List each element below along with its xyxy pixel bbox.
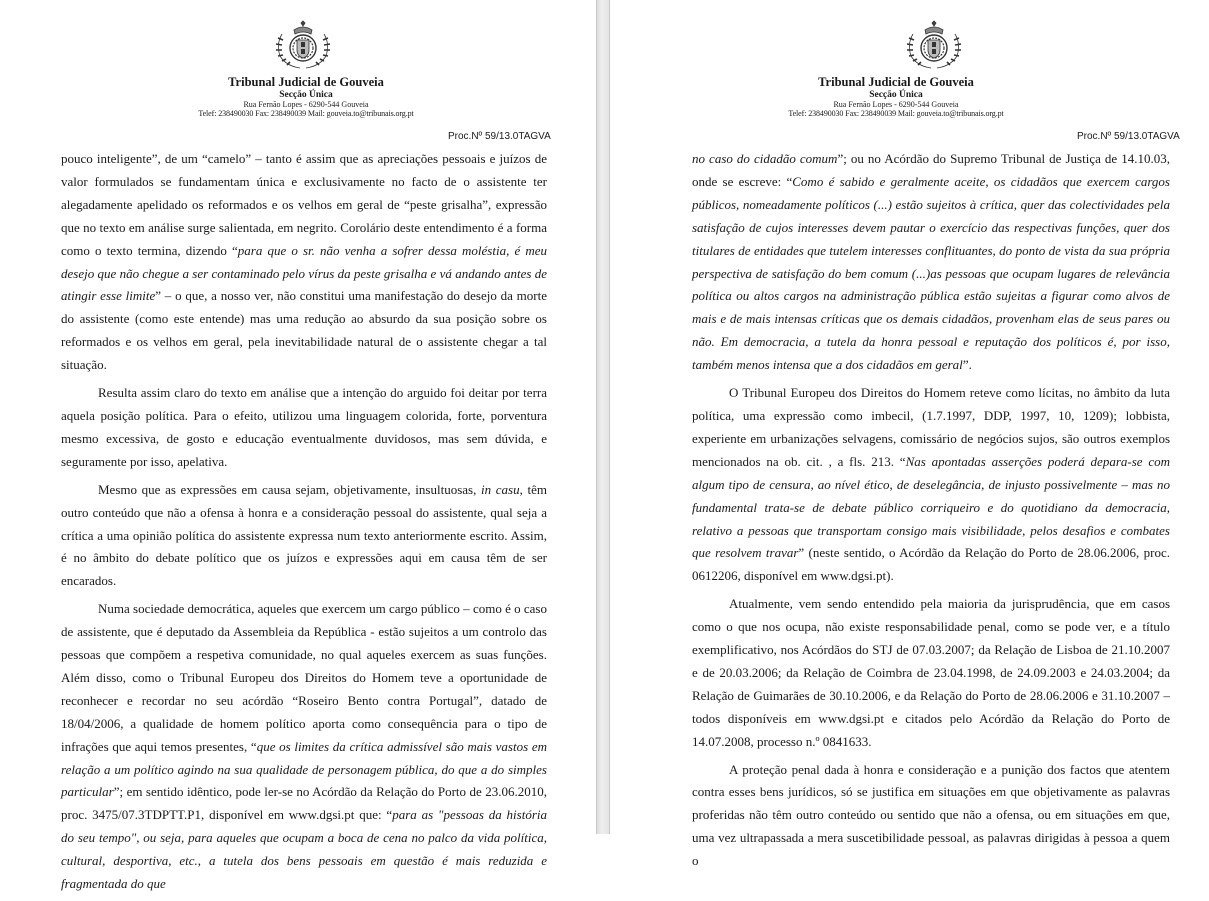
paragraph: O Tribunal Europeu dos Direitos do Homem reteve como lícitas, no âmbito da luta política, uma expressão como imbecil, (1.7.1997, DDP, 1997, 10, 1209); lobbista, experiente em urbanizações selvagens, comissário de negócios sujos, são outros exemplos mencionados na ob. cit. , a fls. 213. “Nas apontadas asserções poderá depara-se com algum tipo de censura, ao nível ético, de deselegância, de injusto possivelmente – mas no fundamental trata-se de debate público corriqueiro e do quotidiano da democracia, relativo a pessoas que transportam consigo mais visibilidade, pelos desafios e combates que resolvem travar” (neste sentido, o Acórdão da Relação do Porto de 28.06.2006, proc. 0612206, disponível em www.dgsi.pt). bbox=[692, 385, 1170, 584]
court-address: Rua Fernão Lopes - 6290-544 Gouveia bbox=[243, 100, 369, 109]
paragraph: Mesmo que as expressões em causa sejam, objetivamente, insultuosas, in casu, têm outro conteúdo que não a ofensa à honra e a consideração pessoal do assistente, qual seja a crítica a uma opinião política do assistente expressa num texto anteriormente escrito. Assim, é no âmbito do debate político que os juízos e expressões aqui em causa têm de ser encarados. bbox=[61, 481, 547, 589]
paragraph: no caso do cidadão comum”; ou no Acórdão do Supremo Tribunal de Justiça de 14.10.03, onde se escreve: “Como é sabido e geralmente aceite, os cidadãos que exercem cargos públicos, nomeadamente políticos (...) estão sujeitos à crítica, quer das colectividades pela satisfação de cujos interesses devem pautar o exercício das respectivas funções, quer dos titulares de entidades que tutelem interesses conflituantes, do ponto de vista da sua própria perspectiva de satisfação do bem comum (...)as pessoas que ocupam lugares de relevância política ou altos cargos na administração pública estão sujeitas a figurar como alvos de mais e de mais intensas críticas que os demais cidadãos, provenham elas de seus pares ou não. Em democracia, a tutela da honra pessoal e reputação dos políticos é, por isso, também menos intensa que a dos cidadãos em geral”. bbox=[692, 151, 1170, 373]
court-header bbox=[746, 76, 1046, 118]
document-page-right bbox=[610, 0, 1209, 869]
court-name: Tribunal Judicial de Gouveia bbox=[818, 75, 974, 89]
page-body bbox=[692, 148, 1170, 878]
court-section: Secção Única bbox=[869, 89, 923, 100]
court-address: Rua Fernão Lopes - 6290-544 Gouveia bbox=[833, 100, 959, 109]
page-body bbox=[61, 148, 547, 901]
court-contacts: Telef: 238490030 Fax: 238490039 Mail: gouveia.to@tribunais.org.pt bbox=[788, 109, 1004, 118]
paragraph: Numa sociedade democrática, aqueles que exercem um cargo público – como é o caso de assistente, que é deputado da Assembleia da República - estão sujeitos a um controlo das pessoas que compõem a respetiva comunidade, no qual aqueles exercem as suas funções. Além disso, como o Tribunal Europeu dos Direitos do Homem teve a oportunidade de reconhecer e recordar no seu acórdão “Roseiro Bento contra Portugal”, datado de 18/04/2006, a qualidade de homem político aporta como consequência para o tipo de infrações que aqui temos presentes, “que os limites da crítica admissível são mais vastos em relação a um político agindo na sua qualidade de personagem pública, do que a do simples particular”; em sentido idêntico, pode ler-se no Acórdão da Relação do Porto de 23.06.2010, proc. 3475/07.3TDPTT.P1, disponível em www.dgsi.pt que: “para as "pessoas da história do seu tempo", ou seja, para aqueles que ocupam a boca de cena no palco da vida política, cultural, desportiva, etc., a tutela dos bens pessoais em questão é mais reduzida e fragmentada do que bbox=[61, 601, 547, 892]
court-contacts: Telef: 238490030 Fax: 238490039 Mail: gouveia.to@tribunais.org.pt bbox=[198, 109, 414, 118]
document-page-left bbox=[0, 0, 596, 892]
process-number: Proc.Nº 59/13.0TAGVA bbox=[448, 131, 551, 142]
process-number: Proc.Nº 59/13.0TAGVA bbox=[1077, 131, 1180, 142]
paragraph: pouco inteligente”, de um “camelo” – tanto é assim que as apreciações pessoais e juízos de valor formulados se fundamentam única e exclusivamente no facto de o assistente ter alegadamente apelidado os reformados e os velhos em geral de “peste grisalha”, expressão que no texto em análise surge salientada, em negrito. Corolário deste entendimento é a forma como o texto termina, dizendo “para que o sr. não venha a sofrer dessa moléstia, é meu desejo que não chegue a ser contaminado pelo vírus da peste grisalha e vá andando antes de atingir esse limite” – o que, a nosso ver, não constitui uma manifestação do desejo da morte do assistente (como este entende) mas uma redução ao absurdo da sua posição sobre os reformados e os velhos em geral, pela inevitabilidade natural de o assistente chegar a tal situação. bbox=[61, 151, 547, 373]
paragraph: A proteção penal dada à honra e consideração e a punição dos factos que atentem contra esses bens jurídicos, só se justifica em situações em que objetivamente as palavras proferidas não têm outro conteúdo ou sentido que não a ofensa, ou em situações em que, uma vez ultrapassada a mera suscetibilidade pessoal, as palavras dirigidas à pessoa a quem o bbox=[692, 761, 1170, 869]
court-name: Tribunal Judicial de Gouveia bbox=[228, 75, 384, 89]
coat-of-arms-icon bbox=[272, 20, 334, 72]
paragraph: Resulta assim claro do texto em análise que a intenção do arguido foi deitar por terra aquela posição política. Para o efeito, utilizou uma linguagem colorida, forte, porventura mesmo excessiva, de gosto e educação eventualmente duvidosos, mas sem dúvida, e seguramente por isso, apelativa. bbox=[61, 385, 547, 469]
page-gutter bbox=[596, 0, 610, 834]
court-section: Secção Única bbox=[279, 89, 333, 100]
coat-of-arms-icon bbox=[903, 20, 965, 72]
paragraph: Atualmente, vem sendo entendido pela maioria da jurisprudência, que em casos como o que nos ocupa, não existe responsabilidade penal, como se pode ver, e a título exemplificativo, nos Acórdãos do STJ de 07.03.2007; da Relação de Lisboa de 21.10.2007 e de 20.03.2006; da Relação de Coimbra de 23.04.1998, de 24.09.2003 e 24.03.2004; da Relação de Guimarães de 30.10.2006, e da Relação do Porto de 28.06.2006 e 31.10.2007 – todos disponíveis em www.dgsi.pt e citados pelo Acórdão da Relação do Porto de 14.07.2008, processo n.º 0841633. bbox=[692, 596, 1170, 749]
court-header bbox=[156, 76, 456, 118]
